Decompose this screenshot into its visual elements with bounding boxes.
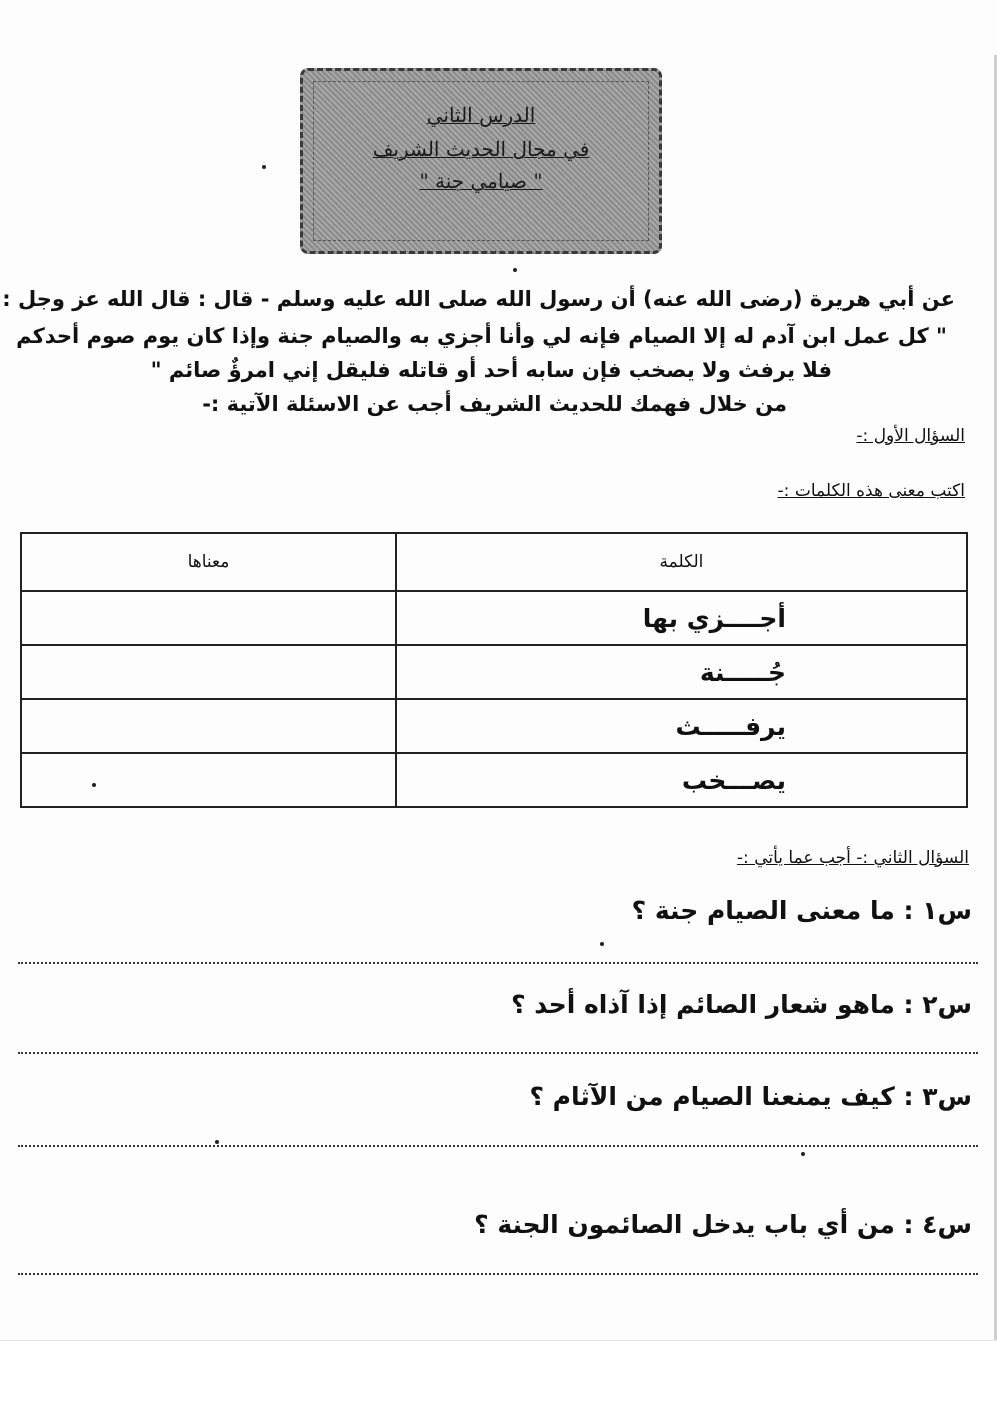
hadith-line-3: فلا يرفث ولا يصخب فإن سابه أحد أو قاتله فليقل إني امرؤٌ صائم " [150,358,832,382]
stray-dot [262,165,266,169]
lesson-title-box [300,68,662,254]
lesson-number: الدرس الثاني [426,103,536,127]
instructions-line: من خلال فهمك للحديث الشريف أجب عن الاسئلة الآتية :- [202,392,787,416]
question-1-title: السؤال الأول :- [856,426,965,446]
table-header-row [21,533,967,591]
vocabulary-table [20,532,968,808]
stray-dot [215,1140,219,1144]
word-cell: جُـــــنة [396,645,967,699]
word-cell: يرفـــــث [396,699,967,753]
stray-dot [92,783,96,787]
answer-line-1[interactable] [18,962,978,964]
question-2-item-1: س١ : ما معنى الصيام جنة ؟ [631,896,972,925]
answer-line-2[interactable] [18,1052,978,1054]
stray-dot [513,268,517,272]
word-cell: يصـــخب [396,753,967,807]
answer-line-3[interactable] [18,1145,978,1147]
hadith-line-2: " كل عمل ابن آدم له إلا الصيام فإنه لي وأنا أجزي به والصيام جنة وإذا كان يوم صوم أحدكم [16,324,947,348]
question-2-item-4: س٤ : من أي باب يدخل الصائمون الجنة ؟ [474,1210,972,1239]
stray-dot [600,942,604,946]
question-1-instruction: اكتب معنى هذه الكلمات :- [777,481,965,501]
meaning-cell[interactable] [21,699,396,753]
question-2-item-3: س٣ : كيف يمنعنا الصيام من الآثام ؟ [529,1082,972,1111]
header-word: الكلمة [396,533,967,591]
lesson-title: " صيامي جنة " [419,169,543,193]
table-row [21,645,967,699]
answer-line-4[interactable] [18,1273,978,1275]
hadith-line-1: عن أبي هريرة (رضى الله عنه) أن رسول الله صلى الله عليه وسلم - قال : قال الله عز وجل : [2,287,955,311]
meaning-cell[interactable] [21,591,396,645]
meaning-cell[interactable] [21,753,396,807]
header-meaning: معناها [21,533,396,591]
lesson-field: في مجال الحديث الشريف [372,137,590,161]
stray-dot [801,1152,805,1156]
question-2-item-2: س٢ : ماهو شعار الصائم إذا آذاه أحد ؟ [511,990,972,1019]
paper-bottom-margin [0,1340,997,1403]
question-2-title: السؤال الثاني :- أجب عما يأتي :- [736,848,969,868]
table-row [21,753,967,807]
word-cell: أجــــزي بها [396,591,967,645]
table-row [21,591,967,645]
table-row [21,699,967,753]
meaning-cell[interactable] [21,645,396,699]
